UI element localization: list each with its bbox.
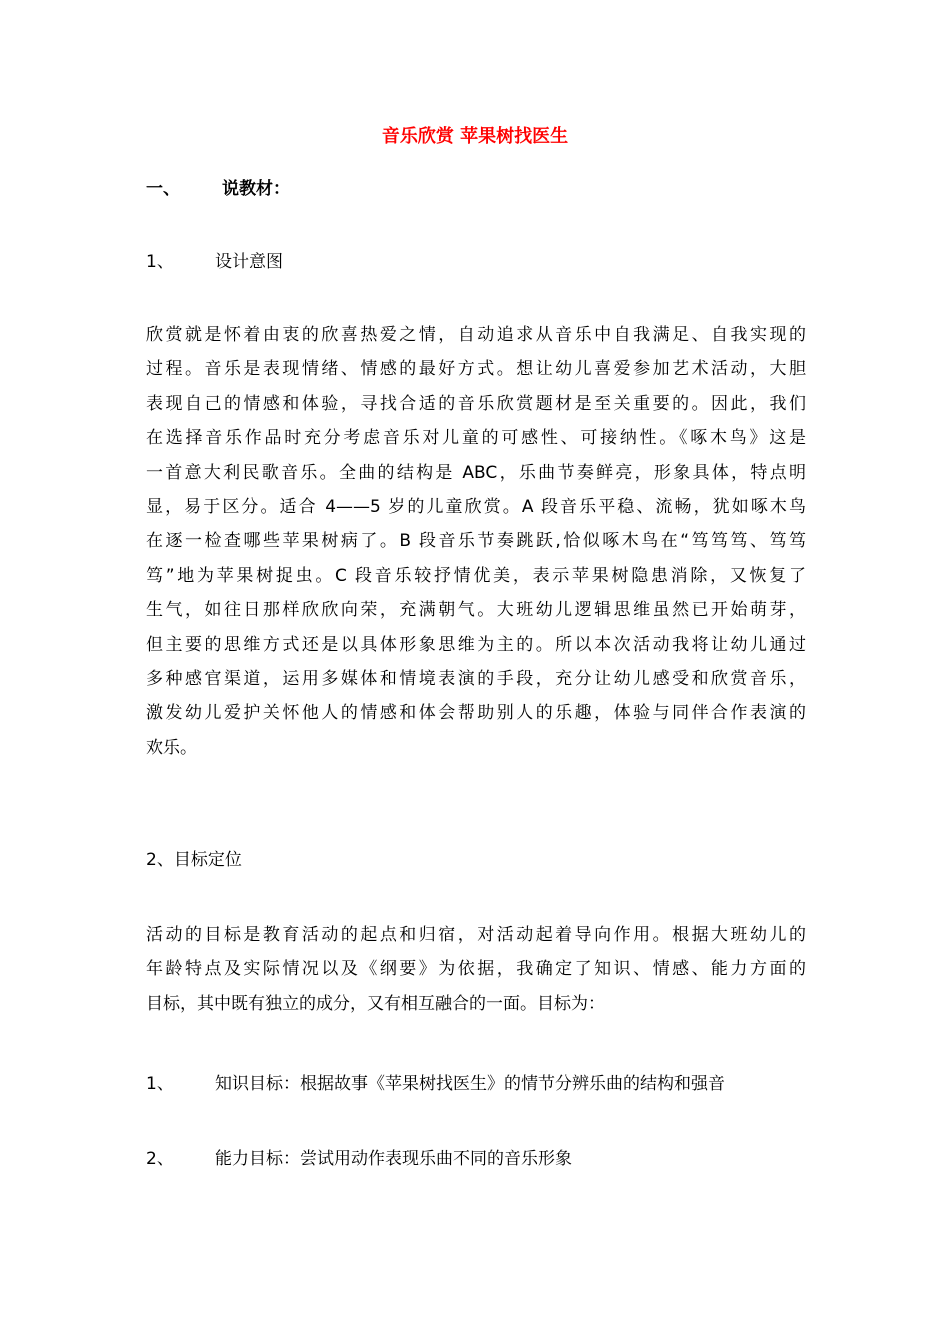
paragraph-line: 在逐一检查哪些苹果树病了。B 段音乐节奏跳跃,恰似啄木鸟在“笃笃笃、笃笃	[146, 531, 806, 552]
goal-item-ability	[146, 1146, 572, 1172]
paragraph-goal-positioning	[146, 918, 806, 1021]
paragraph-line: 激发幼儿爱护关怀他人的情感和体会帮助别人的乐趣，体验与同伴合作表演的	[146, 703, 806, 724]
paragraph-line: 目标，其中既有独立的成分，又有相互融合的一面。目标为：	[146, 993, 605, 1014]
subheading-label: 设计意图	[215, 252, 283, 272]
document-title: 音乐欣赏 苹果树找医生	[381, 126, 569, 147]
paragraph-line: 欢乐。	[146, 737, 197, 758]
paragraph-line: 一首意大利民歌音乐。全曲的结构是 ABC，乐曲节奏鲜亮，形象具体，特点明	[146, 462, 806, 483]
paragraph-line: 活动的目标是教育活动的起点和归宿，对活动起着导向作用。根据大班幼儿的	[146, 925, 806, 945]
paragraph-line: 生气，如往日那样欣欣向荣，充满朝气。大班幼儿逻辑思维虽然已开始萌芽，	[146, 600, 806, 621]
section-number: 一、	[146, 179, 180, 199]
goal-text: 能力目标：尝试用动作表现乐曲不同的音乐形象	[215, 1149, 572, 1169]
section-label: 说教材：	[222, 179, 290, 199]
paragraph-line: 多种感官渠道，运用多媒体和情境表演的手段，充分让幼儿感受和欣赏音乐，	[146, 669, 806, 690]
paragraph-line: 年龄特点及实际情况以及《纲要》为依据，我确定了知识、情感、能力方面的	[146, 959, 806, 980]
subheading-design-intent	[146, 249, 283, 275]
subheading-goal-positioning: 2、目标定位	[146, 850, 242, 870]
goal-text: 知识目标：根据故事《苹果树找医生》的情节分辨乐曲的结构和强音	[215, 1074, 725, 1094]
section-heading-textbook	[146, 176, 290, 202]
paragraph-line: 欣赏就是怀着由衷的欣喜热爱之情，自动追求从音乐中自我满足、自我实现的	[146, 325, 806, 345]
paragraph-design-intent	[146, 318, 806, 765]
subheading-number: 1、	[146, 252, 174, 272]
paragraph-line: 显，易于区分。适合 4——5 岁的儿童欣赏。A 段音乐平稳、流畅，犹如啄木鸟	[146, 497, 806, 518]
paragraph-line: 但主要的思维方式还是以具体形象思维为主的。所以本次活动我将让幼儿通过	[146, 634, 806, 655]
paragraph-line: 在选择音乐作品时充分考虑音乐对儿童的可感性、可接纳性。《啄木鸟》这是	[146, 428, 806, 449]
goal-item-knowledge	[146, 1071, 725, 1097]
paragraph-line: 表现自己的情感和体验，寻找合适的音乐欣赏题材是至关重要的。因此，我们	[146, 393, 806, 414]
paragraph-line: 笃”地为苹果树捉虫。C 段音乐较抒情优美，表示苹果树隐患消除，又恢复了	[146, 565, 806, 586]
goal-number: 2、	[146, 1149, 174, 1169]
goal-number: 1、	[146, 1074, 174, 1094]
paragraph-line: 过程。音乐是表现情绪、情感的最好方式。想让幼儿喜爱参加艺术活动，大胆	[146, 359, 806, 380]
